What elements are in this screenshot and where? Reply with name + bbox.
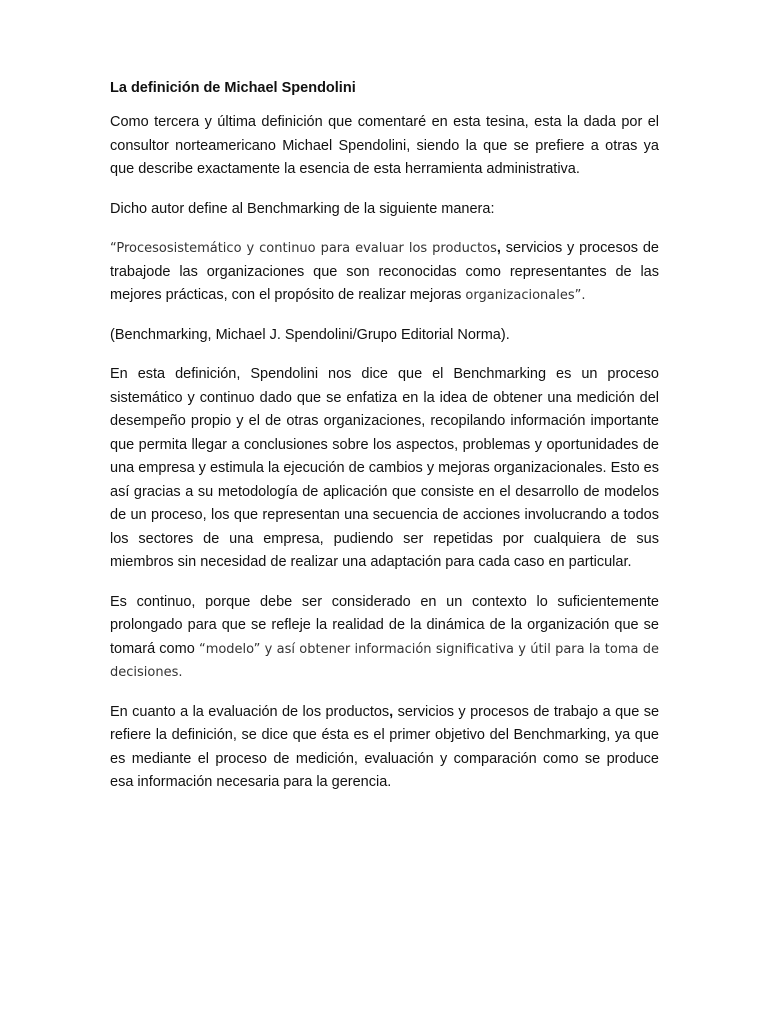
quote-middle-text: servicios y procesos de trabajode las organizaciones que son reconocidas como representantes de las mejores prácticas, con el propósito de realizar mejoras bbox=[110, 240, 659, 303]
paragraph-continuity bbox=[110, 591, 659, 685]
paragraph-citation: (Benchmarking, Michael J. Spendolini/Grupo Editorial Norma). bbox=[110, 326, 510, 343]
quote-comma: , bbox=[496, 240, 501, 256]
paragraph-intro: Como tercera y última definición que comentaré en esta tesina, esta la dada por el consultor norteamericano Michael Spendolini, siendo la que se prefiere a otras ya que describe exactamente la esencia de esta herramienta administrativa. bbox=[110, 114, 659, 177]
evaluation-comma: , bbox=[389, 703, 394, 720]
paragraph-quote bbox=[110, 237, 659, 308]
quote-closing-text: organizacionales”. bbox=[465, 288, 586, 303]
section-heading: La definición de Michael Spendolini bbox=[110, 80, 356, 96]
evaluation-text-rest: servicios y procesos de trabajo a que se refiere la definición, se dice que ésta es el primer objetivo del Benchmarking, ya que es mediante el proceso de medición, evaluación y comparación como se produce esa información necesaria para la gerencia. bbox=[110, 703, 660, 790]
paragraph-evaluation bbox=[110, 701, 659, 795]
paragraph-definition-lead: Dicho autor define al Benchmarking de la siguiente manera: bbox=[110, 200, 495, 217]
continuity-text: Es continuo, porque debe ser considerado en un contexto lo suficientemente prolongado para que se refleje la realidad de la dinámica de la organización que se tomará como bbox=[110, 593, 659, 657]
paragraph-explanation: En esta definición, Spendolini nos dice que el Benchmarking es un proceso sistemático y continuo dado que se enfatiza en la idea de obtener una medición del desempeño propio y el de otras organizaciones, recopilando información importante que permita llegar a conclusiones sobre los aspectos, problemas y oportunidades de una empresa y estimula la ejecución de cambios y mejoras organizacionales. Esto es así gracias a su metodología de aplicación que consiste en el desarrollo de modelos de un proceso, los que representan una secuencia de acciones involucrando a todos los sectores de una empresa, pudiendo ser repetidas por cualquiera de sus miembros sin necesidad de realizar una adaptación para cada caso en particular. bbox=[110, 366, 659, 570]
document-body bbox=[110, 78, 659, 795]
evaluation-text-start: En cuanto a la evaluación de los productos bbox=[110, 703, 390, 720]
quote-opening-text: “Procesosistemático y continuo para evaluar los productos bbox=[110, 241, 497, 256]
continuity-styled-text: “modelo” y así obtener información significativa y útil para la toma de decisiones. bbox=[110, 641, 659, 680]
